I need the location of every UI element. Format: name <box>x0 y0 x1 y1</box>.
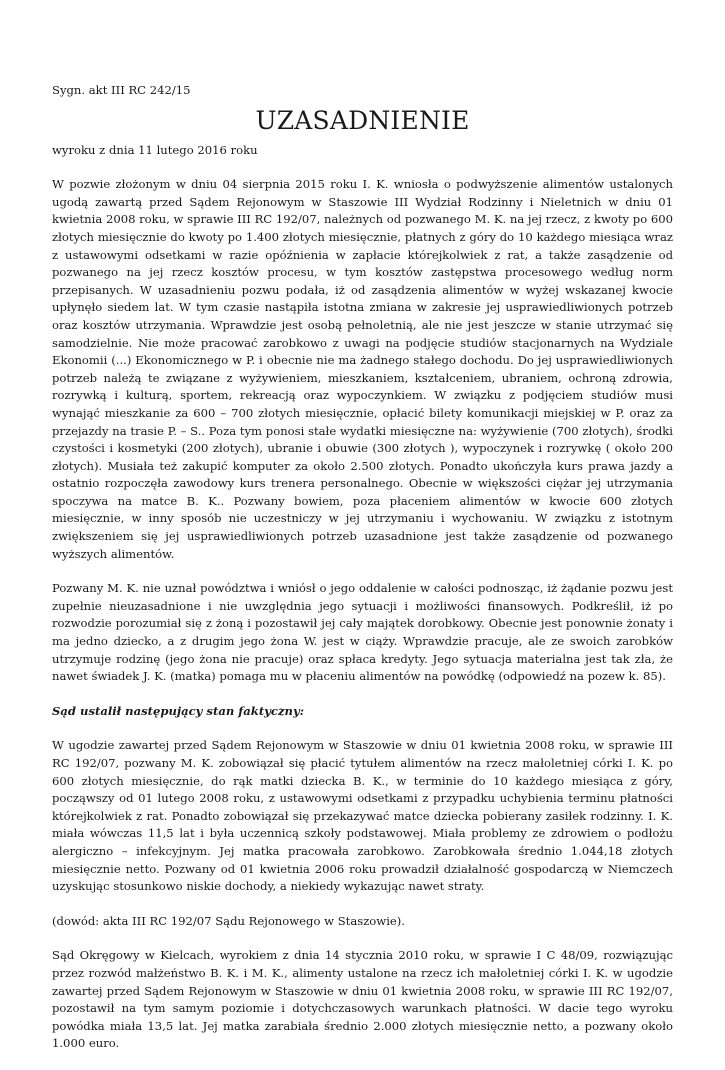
judgment-date-line: wyroku z dnia 11 lutego 2016 roku <box>52 142 258 157</box>
settlement-paragraph: W ugodzie zawartej przed Sądem Rejonowym w Staszowie w dniu 01 kwietnia 2008 roku, w sprawie III RC 192/07, pozwany M. K. zobowiązał się płacić tytułem alimentów na rzecz małoletniej córki I. K. po 600 złotych miesięcznie, do rąk matki dziecka B. K., w terminie do 10 każdego miesiąca z góry, począwszy od 01 lutego 2008 roku, z ustawowymi odsetkami z przypadku uchybienia terminu płatności którejkolwiek z rat. Ponadto zobowiązał się przekazywać matce dziecka pobierany zasiłek rodzinny. I. K. miała wówczas 11,5 lat i była uczennicą szkoły podstawowej. Miała problemy ze zdrowiem o podłożu alergiczno – infekcyjnym. Jej matka pracowała zarobkowo. Zarobkowała średnio 1.044,18 złotych miesięcznie netto. Pozwany od 01 kwietnia 2006 roku prowadził działalność gospodarczą w Niemczech uzyskując stosunkowo niskie dochody, a niekiedy wykazując nawet straty. <box>52 738 673 894</box>
defendant-response-paragraph: Pozwany M. K. nie uznał powództwa i wniósł o jego oddalenie w całości podnosząc, iż żądanie pozwu jest zupełnie nieuzasadnione i nie uwzględnia jego sytuacji i możliwości finansowych. Podkreślił, iż po rozwodzie porozumiał się z żoną i pozostawił jej cały majątek dorobkowy. Obecnie jest ponownie żonaty i ma jedno dziecko, a z drugim jego żona W. jest w ciąży. Wprawdzie pracuje, ale ze swoich zarobków utrzymuje rodzinę (jego żona nie pracuje) oraz spłaca kredyty. Jego sytuacja materialna jest tak zła, że nawet świadek J. K. (matka) pomaga mu w płaceniu alimentów na powódkę (odpowiedź na pozew k. 85). <box>52 581 673 684</box>
case-signature: Sygn. akt III RC 242/15 <box>52 83 191 97</box>
claim-paragraph: W pozwie złożonym w dniu 04 sierpnia 2015 roku I. K. wniosła o podwyższenie alimentów ustalonych ugodą zawartą przed Sądem Rejonowym w Staszowie III Wydział Rodzinny i Nieletnich w dniu 01 kwietnia 2008 roku, w sprawie III RC 192/07, należnych od pozwanego M. K. na jej rzecz, z kwoty po 600 złotych miesięcznie do kwoty po 1.400 złotych miesięcznie, płatnych z góry do 10 każdego miesiąca wraz z ustawowymi odsetkami w razie opóźnienia w zapłacie którejkolwiek z rat, a także zasądzenie od pozwanego na jej rzecz kosztów procesu, w tym kosztów zastępstwa procesowego według norm przepisanych. W uzasadnieniu pozwu podała, iż od zasądzenia alimentów w wyżej wskazanej kwocie upłynęło siedem lat. W tym czasie nastąpiła istotna zmiana w zakresie jej usprawiedliwionych potrzeb oraz kosztów utrzymania. Wprawdzie jest osobą pełnoletnią, ale nie jest jeszcze w stanie utrzymać się samodzielnie. Nie może pracować zarobkowo z uwagi na podjęcie studiów stacjonarnych na Wydziale Ekonomii (...) Ekonomicznego w P. i obecnie nie ma żadnego stałego dochodu. Do jej usprawiedliwionych potrzeb należą te związane z wyżywieniem, mieszkaniem, kształceniem, ubraniem, ochroną zdrowia, rozrywką i kulturą, sportem, rekreacją oraz wypoczynkiem. W związku z podjęciem studiów musi wynająć mieszkanie za 600 – 700 złotych miesięcznie, opłacić bilety komunikacji miejskiej w P. oraz za przejazdy na trasie P. – S.. Poza tym ponosi stałe wydatki miesięczne na: wyżywienie (700 złotych), środki czystości i kosmetyki (200 złotych), ubranie i obuwie (300 złotych ), wypoczynek i rozrywkę ( około 200 złotych). Musiała też zakupić komputer za około 2.500 złotych. Ponadto ukończyła kurs prawa jazdy a ostatnio rozpoczęła zawodowy kurs trenera personalnego. Obecnie w większości ciężar jej utrzymania spoczywa na matce B. K.. Pozwany bowiem, poza płaceniem alimentów w kwocie 600 złotych miesięcznie, w inny sposób nie uczestniczy w jej utrzymaniu i wychowaniu. W związku z istotnym zwiększeniem się jej usprawiedliwionych potrzeb uzasadnione jest także zasądzenie od pozwanego wyższych alimentów. <box>52 177 673 561</box>
evidence-citation: (dowód: akta III RC 192/07 Sądu Rejonowego w Staszowie). <box>52 913 405 928</box>
facts-section-heading: Sąd ustalił następujący stan faktyczny: <box>52 703 305 718</box>
divorce-judgment-paragraph: Sąd Okręgowy w Kielcach, wyrokiem z dnia 14 stycznia 2010 roku, w sprawie I C 48/09, rozwiązując przez rozwód małżeństwo B. K. i M. K., alimenty ustalone na rzecz ich małoletniej córki I. K. w ugodzie zawartej przed Sądem Rejonowym w Staszowie w dniu 01 kwietnia 2008 roku, w sprawie III RC 192/07, pozostawił na tym samym poziomie i dotychczasowych warunkach płatności. W dacie tego wyroku powódka miała 13,5 lat. Jej matka zarabiała średnio 2.000 złotych miesięcznie netto, a pozwany około 1.000 euro. <box>52 948 673 1051</box>
document-page <box>52 82 673 1070</box>
document-title: UZASADNIENIE <box>255 105 470 135</box>
